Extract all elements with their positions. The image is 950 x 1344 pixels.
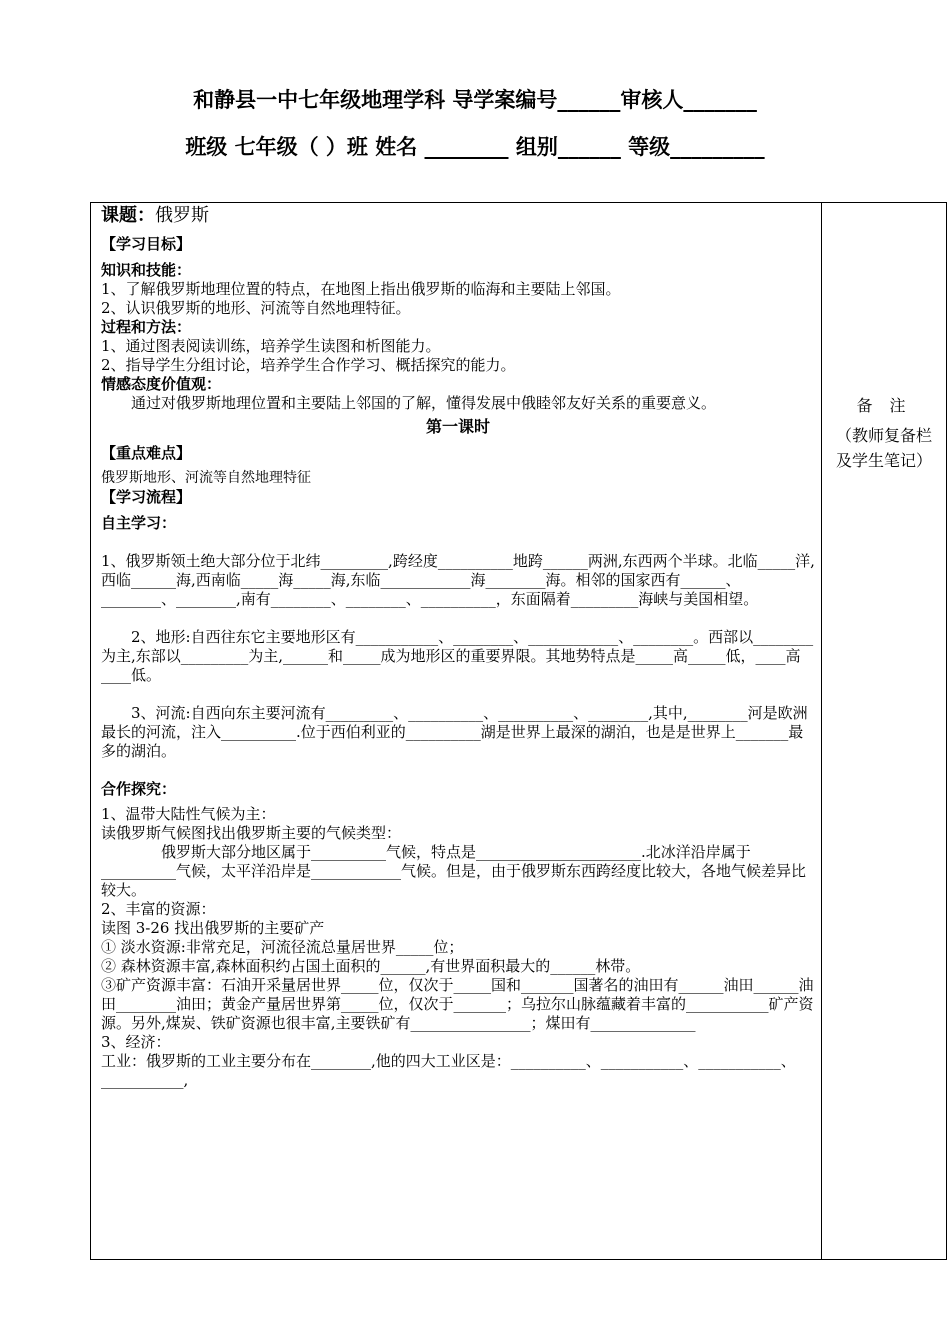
process-heading: 过程和方法：: [101, 318, 192, 336]
notes-label-1: （教师复备栏: [835, 426, 932, 445]
emotion-heading: 情感态度价值观：: [101, 375, 222, 393]
process-item-1: 1、通过图表阅读训练，培养学生读图和析图能力。: [101, 337, 441, 355]
coop-2-item-b: ② 森林资源丰富,森林面积约占国土面积的______,有世界面积最大的______林带。: [101, 957, 641, 975]
keypoints-heading: 【重点难点】: [101, 444, 192, 462]
lesson-title: 第一课时: [425, 417, 490, 436]
self-study-q1: 1、俄罗斯领土绝大部分位于北纬_________,跨经度__________地跨______两洲,东西两个半球。北临_____洋,西临______海,西南临_____海_____海,东临____________海________海。相邻的国家西有______、________、________,南有________、________、__________，东面隔着_________海峡与美国相望。: [101, 552, 815, 608]
knowledge-item-2: 2、认识俄罗斯的地形、河流等自然地理特征。: [101, 299, 411, 317]
topic-label: 课题：: [101, 205, 155, 226]
coop-1-text: 俄罗斯大部分地区属于__________气候，特点是______________________.北冰洋沿岸属于__________气候，太平洋沿岸是____________气候。但是，由于俄罗斯东西跨经度比较大，各地气候差异比较大。: [101, 843, 807, 899]
coop-2-item-a: ① 淡水资源:非常充足，河流径流总量居世界_____位；: [101, 938, 464, 956]
knowledge-heading: 知识和技能：: [101, 261, 192, 279]
self-study-heading: 自主学习：: [101, 514, 177, 532]
header-line-1: 和静县一中七年级地理学科 导学案编号______审核人_______: [193, 88, 757, 112]
coop-2-title: 2、丰富的资源：: [101, 900, 216, 918]
coop-3-title: 3、经济：: [101, 1033, 171, 1051]
remark-label: 备 注: [856, 396, 912, 415]
topic-value: 俄罗斯: [155, 205, 209, 226]
self-study-q2: 2、地形:自西往东它主要地形区有___________、________、____________、________。西部以________为主,东部以_________为主,______和_____成为地形区的重要界限。其地势特点是_____高_____低，____高____低。: [101, 628, 814, 684]
notes-label-2: 及学生笔记）: [835, 451, 932, 470]
content-frame: [90, 202, 947, 1260]
coop-2-item-c: ③矿产资源丰富：石油开采量居世界_____位，仅次于_____国和_______国著名的油田有______油田______油田________油田；黄金产量居世界第_____位，仅次于_______；乌拉尔山脉蕴藏着丰富的___________矿产资源。另外,煤炭、铁矿资源也很丰富,主要铁矿有________________；煤田有______________: [101, 976, 814, 1032]
objectives-heading: 【学习目标】: [101, 235, 192, 253]
column-divider: [821, 203, 822, 1259]
coop-3-text: 工业：俄罗斯的工业主要分布在________,他的四大工业区是：__________、___________、___________、___________,: [101, 1052, 796, 1089]
topic-row: [101, 203, 815, 229]
coop-1-title: 1、温带大陆性气候为主：: [101, 805, 276, 823]
keypoints-text: 俄罗斯地形、河流等自然地理特征: [101, 470, 311, 486]
notes-column: [822, 393, 946, 473]
coop-2-read: 读图 3-26 找出俄罗斯的主要矿产: [101, 919, 325, 937]
header-line-2: 班级 七年级（ ）班 姓名 ________ 组别______ 等级_________: [185, 135, 765, 159]
knowledge-item-1: 1、了解俄罗斯地理位置的特点，在地图上指出俄罗斯的临海和主要陆上邻国。: [101, 280, 621, 298]
self-study-q3: 3、河流:自西向东主要河流有_________、__________、__________、________,其中,________河是欧洲最长的河流，注入__________.位于西伯利亚的__________湖是世界上最深的湖泊，也是是世界上_______最多的湖泊。: [101, 704, 808, 760]
main-column: [101, 203, 815, 1259]
process-flow-heading: 【学习流程】: [101, 488, 192, 506]
emotion-text: 通过对俄罗斯地理位置和主要陆上邻国的了解，懂得发展中俄睦邻友好关系的重要意义。: [131, 394, 717, 412]
coop-heading: 合作探究：: [101, 780, 177, 798]
coop-1-read: 读俄罗斯气候图找出俄罗斯主要的气候类型：: [101, 824, 402, 842]
process-item-2: 2、指导学生分组讨论，培养学生合作学习、概括探究的能力。: [101, 356, 516, 374]
